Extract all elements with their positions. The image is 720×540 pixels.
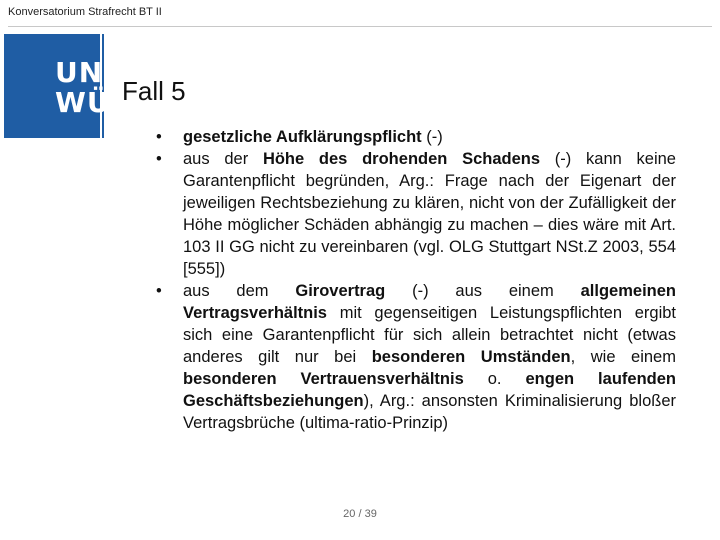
logo-line-1: UNI	[55, 56, 115, 89]
bullet-text	[183, 126, 676, 148]
bullet-segment: Girovertrag	[295, 282, 386, 300]
page-indicator: 20 / 39	[343, 508, 377, 520]
course-title: Konversatorium Strafrecht BT II	[8, 6, 162, 18]
header-divider	[8, 26, 712, 27]
bullet-segment: (-) aus einem	[385, 282, 581, 300]
bullet-segment: gesetzliche Aufklärungspflicht	[183, 128, 422, 146]
bullet-marker: •	[156, 150, 162, 168]
bullet-segment: ), Arg.: ansonsten Kriminalisierung bloßer Vertragsbrüche (ultima-ratio-Prinzip)	[183, 392, 676, 432]
slide-content	[156, 126, 676, 434]
bullet-segment: aus der	[183, 150, 263, 168]
bullet-text	[183, 280, 676, 434]
bullet-marker: •	[156, 282, 162, 300]
bullet-segment: , wie einem	[570, 348, 676, 366]
bullet-segment: (-) kann keine Garantenpflicht begründen, Arg.: Frage nach der Eigenart der jeweiligen Rechtsbeziehung zu klären, nicht von der Zufälligkeit der Höhe möglicher Schäden abhängig zu machen – dies wäre mit Art. 103 II GG nicht zu vereinbaren (vgl. OLG Stuttgart NSt.Z 2003, 554 [555])	[183, 150, 676, 278]
bullet-segment: o.	[463, 370, 526, 388]
bullet-segment: mit gegenseitigen Leistungspflichten ergibt sich eine Garantenpflicht für sich allein betrachtet nicht (etwas anderes gilt nur bei	[183, 304, 676, 366]
bullet-item	[156, 148, 676, 280]
bullet-item	[156, 280, 676, 434]
bullet-marker: •	[156, 128, 162, 146]
university-logo-text	[55, 58, 115, 118]
bullet-segment: besonderen Umständen	[371, 348, 571, 366]
slide-title: Fall 5	[122, 76, 186, 106]
bullet-text	[183, 148, 676, 280]
bullet-segment: (-)	[421, 128, 443, 146]
bullet-segment: aus dem	[183, 282, 296, 300]
bullet-segment: Höhe des drohenden Schadens	[262, 150, 541, 168]
logo-line-2: WÜ	[55, 86, 111, 119]
bullet-segment: besonderen Vertrauensverhältnis	[183, 370, 464, 388]
bullet-item	[156, 126, 676, 148]
bullet-segment: allgemeinen Vertragsverhältnis	[183, 282, 676, 322]
bullet-segment: engen laufenden Geschäftsbeziehungen	[183, 370, 676, 410]
